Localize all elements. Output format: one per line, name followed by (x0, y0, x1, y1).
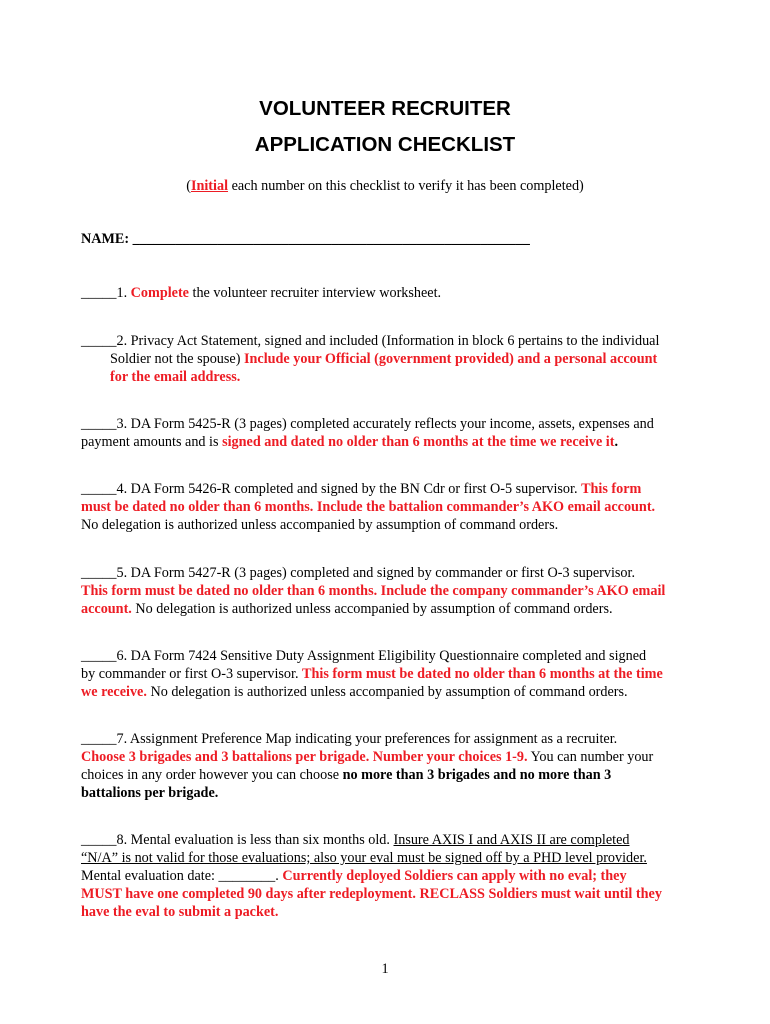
item-7-line-3-bold: no more than 3 brigades and no more than 3 (342, 767, 612, 783)
item-8-line-4-red: MUST have one completed 90 days after redeployment. RECLASS Soldiers must wait until they (81, 886, 662, 902)
item-2-line-2-red: Include your Official (government provided) and a personal account (243, 351, 658, 367)
item-6-line-1: _____6. DA Form 7424 Sensitive Duty Assignment Eligibility Questionnaire completed and signed (81, 648, 647, 664)
item-7-line-3-text: choices in any order however you can choose (81, 767, 343, 783)
item-3-line-1: _____3. DA Form 5425-R (3 pages) completed accurately reflects your income, assets, expenses and (81, 416, 654, 432)
item-3-line-2-end: . (614, 434, 619, 450)
item-8-line-3-red: Currently deployed Soldiers can apply with no eval; they (282, 868, 627, 884)
checklist-item-3 (81, 415, 706, 451)
item-5-line-1: _____5. DA Form 5427-R (3 pages) completed and signed by commander or first O-3 supervisor. (81, 565, 636, 581)
checklist-item-4 (81, 480, 706, 534)
checklist-item-2 (81, 332, 706, 386)
item-1-red-text: Complete (130, 285, 189, 301)
checklist-item-5 (81, 564, 706, 618)
checklist-item-6 (81, 647, 706, 701)
item-4-line-1-text: _____4. DA Form 5426-R completed and signed by the BN Cdr or first O-5 supervisor. (81, 481, 582, 497)
item-8-line-1-underlined: Insure AXIS I and AXIS II are completed (393, 832, 630, 848)
item-6-line-3-red: we receive. (81, 684, 147, 700)
item-3-line-2-red: signed and dated no older than 6 months at the time we receive it (222, 434, 615, 450)
item-7-line-2-text: You can number your (527, 749, 654, 765)
item-5-line-3-text: No delegation is authorized unless accompanied by assumption of command orders. (131, 601, 613, 617)
name-label: NAME: (81, 231, 130, 247)
title-line-1: VOLUNTEER RECRUITER (259, 97, 511, 120)
intro-initial-emphasis: Initial (190, 178, 229, 194)
item-5-line-3-red: account. (81, 601, 132, 617)
page-number: 1 (381, 961, 389, 977)
item-4-line-2-red: must be dated no older than 6 months. Include the battalion commander’s AKO email account. (81, 499, 656, 515)
item-2-line-1: _____2. Privacy Act Statement, signed and included (Information in block 6 pertains to the individual (81, 333, 660, 349)
intro-rest: each number on this checklist to verify it has been completed) (228, 178, 584, 194)
item-4-line-3: No delegation is authorized unless accompanied by assumption of command orders. (81, 517, 559, 533)
item-8-line-5-red: have the eval to submit a packet. (81, 904, 279, 920)
item-2-line-2-text: Soldier not the spouse) (110, 351, 244, 367)
item-8-line-2-underlined: “N/A” is not valid for those evaluations; also your eval must be signed off by a PHD level provider. (81, 850, 647, 866)
item-6-line-2-text: by commander or first O-3 supervisor. (81, 666, 303, 682)
name-field (81, 230, 530, 248)
item-8-line-1-text: _____8. Mental evaluation is less than six months old. (81, 832, 394, 848)
item-6-line-3-text: No delegation is authorized unless accompanied by assumption of command orders. (146, 684, 628, 700)
item-5-line-2-red: This form must be dated no older than 6 months. Include the company commander’s AKO email (81, 583, 666, 599)
checklist-item-8 (81, 831, 706, 921)
item-1-text: the volunteer recruiter interview worksheet. (188, 285, 442, 301)
item-7-line-2-red: Choose 3 brigades and 3 battalions per brigade. Number your choices 1-9. (81, 749, 528, 765)
title-line-2: APPLICATION CHECKLIST (254, 133, 516, 156)
checklist-item-1 (81, 284, 706, 302)
checklist-item-7 (81, 730, 706, 802)
item-4-line-1-red: This form (581, 481, 642, 497)
name-blank-line: ________________________________________________________ (132, 231, 530, 247)
item-6-line-2-red: This form must be dated no older than 6 months at the time (302, 666, 663, 682)
item-2-line-3-red: for the email address. (110, 369, 241, 385)
item-1-prefix: _____1. (81, 285, 131, 301)
item-8-line-3-text: Mental evaluation date: ________. (81, 868, 283, 884)
item-7-line-4-bold: battalions per brigade. (81, 785, 219, 801)
item-3-line-2-text: payment amounts and is (81, 434, 223, 450)
item-7-line-1: _____7. Assignment Preference Map indicating your preferences for assignment as a recruiter. (81, 731, 618, 747)
intro-instruction (0, 177, 770, 195)
intro-open-paren: ( (186, 178, 191, 194)
